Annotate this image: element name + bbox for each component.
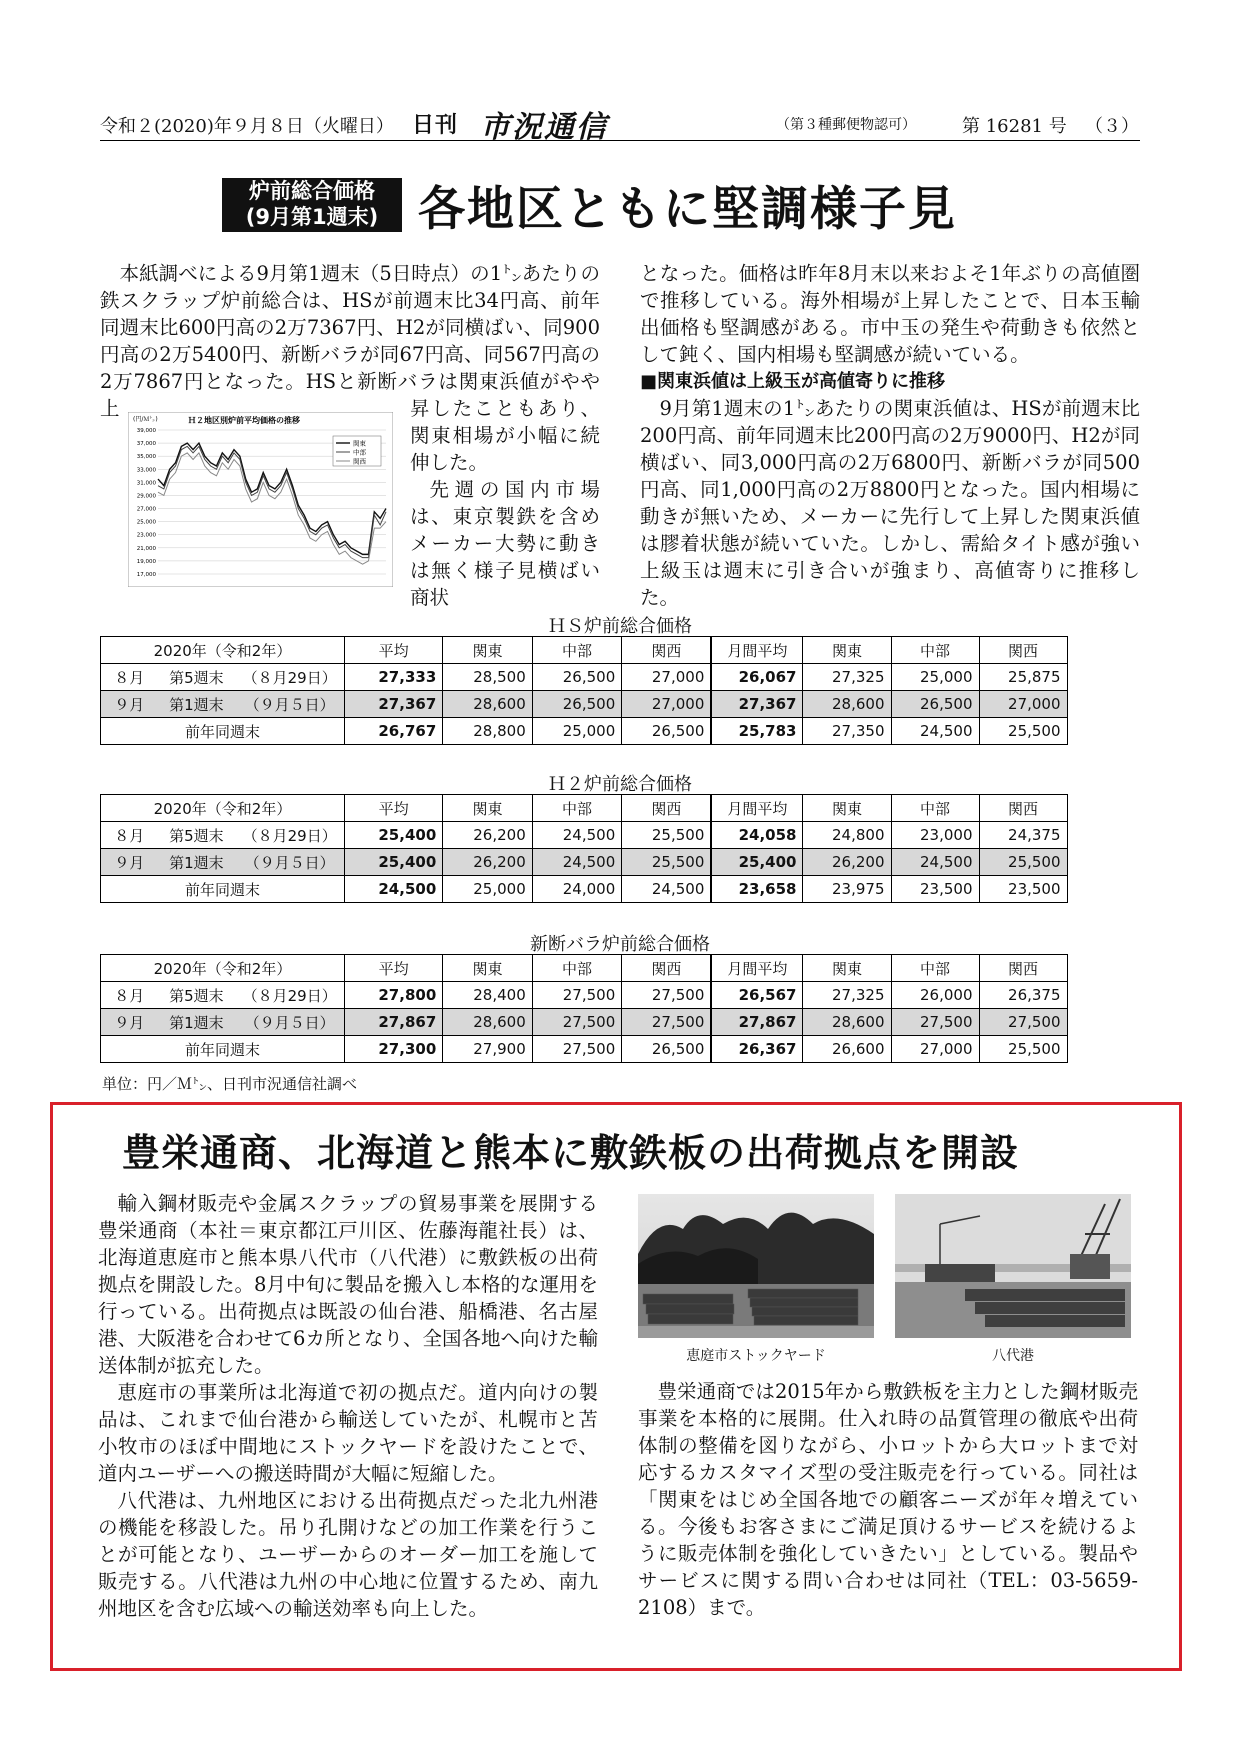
table-cell: 26,567 [711,982,803,1009]
table-shindan-title: 新断バラ炉前総合価格 [530,934,710,955]
table-cell: 24,000 [532,876,622,903]
table-cell: 26,367 [711,1036,803,1063]
table-header-cell: 月間平均 [711,637,803,664]
table-cell: 27,000 [622,664,712,691]
table-row-week: 第1週末 [157,691,235,718]
article1-col2 [640,260,1140,611]
table-row [101,691,1140,718]
table-cell: 23,000 [891,822,979,849]
table-cell: 23,658 [711,876,803,903]
table-row-date: （８月29日） [235,822,344,849]
chart-legend-label: 中部 [353,448,366,457]
table-row-month: ８月 [101,982,158,1009]
photo-yatsushiro-caption: 八代港 [992,1348,1034,1364]
table-cell: 26,500 [532,691,622,718]
table-cell: 25,783 [711,718,803,745]
table-row [101,822,1140,849]
article2-left-column [98,1190,598,1622]
table-cell: 27,500 [532,982,622,1009]
table-cell: 27,500 [622,1009,712,1036]
table-cell: 26,200 [443,849,533,876]
table-cell: 24,500 [891,718,979,745]
table-h2-title: Ｈ２炉前総合価格 [548,774,692,795]
table-cell: 25,000 [443,876,533,903]
postal-permit: （第３種郵便物認可） [776,117,916,133]
table-cell: 26,500 [622,1036,712,1063]
chart-ytick-label: 25,000 [136,519,156,526]
table-cell: 28,800 [443,718,533,745]
page-number: （３） [1085,116,1139,137]
table-cell: 26,200 [443,822,533,849]
table-cell: 26,500 [622,718,712,745]
table-cell: 27,900 [443,1036,533,1063]
table-header-cell: 月間平均 [711,955,803,982]
table-cell: 27,333 [344,664,442,691]
table-cell: 27,000 [622,691,712,718]
table-header-cell: 2020年（令和2年） [101,637,345,664]
table-cell: 25,500 [979,718,1067,745]
table-row-label: 前年同週末 [101,718,345,745]
table-cell: 28,600 [443,1009,533,1036]
table-cell: 23,975 [803,876,891,903]
table-cell: 28,600 [443,691,533,718]
table-cell: 24,800 [803,822,891,849]
table-header-cell: 月間平均 [711,795,803,822]
table-cell: 27,867 [344,1009,442,1036]
table-header-cell: 平均 [344,637,442,664]
table-row-month: ９月 [101,691,158,718]
chart-ytick-label: 19,000 [136,558,156,565]
article2-right-column [638,1378,1138,1621]
chart-legend-label: 関西 [353,457,366,466]
article2-paragraph-4: 豊栄通商では2015年から敷鉄板を主力とした鋼材販売事業を本格的に展開。仕入れ時の品質管理の徹底や出荷体制の整備を図りながら、小ロットから大ロットまで対応するカスタマイズ型の受注販売を行っている。同社は「関東をはじめ全国各地での顧客ニーズが年々増えている。今後もお客さまにご満足頂けるサービスを続けるように販売体制を強化していきたい」としている。製品やサービスに関する問い合わせは同社（TEL：03-5659-2108）まで。 [638,1380,1138,1619]
chart-ytick-label: 17,000 [136,572,156,578]
table-cell: 24,500 [344,876,442,903]
section-label-line2: (9月第1週末) [245,205,379,229]
article2-paragraph-1: 輸入鋼材販売や金属スクラップの貿易事業を展開する豊栄通商（本社＝東京都江戸川区、佐藤海龍社長）は、北海道恵庭市と熊本県八代市（八代港）に敷鉄板の出荷拠点を開設した。8月中旬に製品を搬入し本格的な運用を行っている。出荷拠点は既設の仙台港、船橋港、名古屋港、大阪港を合わせて6カ所となり、全国各地へ向けた輸送体制が拡充した。 [98,1192,598,1377]
table-cell: 26,500 [532,664,622,691]
table-header-cell: 関西 [979,637,1067,664]
table-header-cell: 関東 [443,955,533,982]
article1-subhead: ■関東浜値は上級玉が高値寄りに推移 [640,371,946,392]
table-cell: 25,000 [532,718,622,745]
table-cell: 24,375 [979,822,1067,849]
table-header-cell: 関西 [979,795,1067,822]
table-cell: 26,767 [344,718,442,745]
table-cell: 25,500 [622,849,712,876]
article2-paragraph-3: 八代港は、九州地区における出荷拠点だった北九州港の機能を移設した。吊り孔開けなどの加工作業を行うことが可能となり、ユーザーからのオーダー加工を施して販売する。八代港は九州の中心地に位置するため、南九州地区を含む広域への輸送効率も向上した。 [98,1489,598,1620]
table-cell: 27,325 [803,664,891,691]
table-cell: 27,325 [803,982,891,1009]
table-header-row [101,795,1140,822]
table-header-cell: 2020年（令和2年） [101,955,345,982]
table-row-date: （９月５日） [235,691,344,718]
source-note: 単位：円／Ｍ㌧、日刊市況通信社調べ [102,1075,358,1093]
chart-ylabel: (円/Ｍ㌧) [133,416,158,423]
table-row-month: ９月 [101,1009,158,1036]
table-cell: 25,400 [344,822,442,849]
article1-paragraph-2: 先週の国内市場は、東京製鉄を含めメーカー大勢に動きは無く様子見横ばい商状 [410,478,600,609]
table-header-cell: 2020年（令和2年） [101,795,345,822]
table-header-cell: 関東 [803,637,891,664]
article1-paragraph-2-cont: となった。価格は昨年8月末以来およそ1年ぶりの高値圏で推移している。海外相場が上昇したことで、日本玉輸出価格も堅調感がある。市中玉の発生や荷動きも依然として鈍く、国内相場も堅調感が続いている。 [640,262,1140,366]
table-cell: 23,500 [891,876,979,903]
chart-ytick-label: 33,000 [136,467,156,474]
table-row-date: （８月29日） [235,664,344,691]
table-cell: 27,367 [711,691,803,718]
chart-title: Ｈ２地区別炉前平均価格の推移 [188,416,300,425]
article1-col1-side [410,395,600,611]
table-header-cell: 関東 [803,795,891,822]
table-row-week: 第1週末 [157,849,235,876]
table-header-cell: 関西 [979,955,1067,982]
chart-ytick-label: 29,000 [136,493,156,500]
section-label-line1: 炉前総合価格 [249,179,375,203]
table-cell: 28,600 [803,691,891,718]
logo-small: 日刊 [412,113,459,138]
table-shindan [100,954,1140,1063]
table-h2 [100,794,1140,903]
logo-main: 市況通信 [480,110,608,145]
table-header-cell: 関西 [622,795,712,822]
chart-ytick-label: 21,000 [136,545,156,552]
chart-legend-label: 関東 [353,439,366,448]
chart-ytick-label: 35,000 [136,454,156,461]
table-row-month: ８月 [101,664,158,691]
h2-price-chart [128,412,393,587]
table-hs-title: ＨＳ炉前総合価格 [548,616,692,637]
table-row [101,982,1140,1009]
table-cell: 27,500 [622,982,712,1009]
table-cell: 26,500 [891,691,979,718]
article2-paragraph-2: 恵庭市の事業所は北海道で初の拠点だ。道内向けの製品は、これまで仙台港から輸送していたが、札幌市と苫小牧市のほぼ中間地にストックヤードを設けたことで、道内ユーザーへの搬送時間が大幅に短縮した。 [98,1381,598,1485]
article2-headline: 豊栄通商、北海道と熊本に敷鉄板の出荷拠点を開設 [122,1130,1020,1175]
masthead [100,108,1140,145]
article1-paragraph-1: 本紙調べによる9月第1週末（5日時点）の1㌧あたりの鉄スクラップ炉前総合は、HSが前週末比34円高、前年同週末比600円高の2万7367円、H2が同横ばい、同900円高の2万5400円、新断バラが同67円高、同567円高の2万7867円となった。HSと新断バラは関東浜値がやや上 [100,262,600,420]
table-row [101,1009,1140,1036]
table-row-week: 第5週末 [157,982,235,1009]
table-row-week: 第5週末 [157,822,235,849]
table-row-date: （９月５日） [235,1009,344,1036]
table-header-cell: 関西 [622,637,712,664]
table-header-cell: 関東 [443,795,533,822]
table-row-prev-year [101,876,1140,903]
table-cell: 26,000 [891,982,979,1009]
table-cell: 27,000 [891,1036,979,1063]
table-cell: 27,800 [344,982,442,1009]
table-header-cell: 中部 [532,795,622,822]
article1-paragraph-3: 9月第1週末の1㌧あたりの関東浜値は、HSが前週末比200円高、前年同週末比200円高の2万9000円、H2が同横ばい、同3,000円高の2万6800円、新断バラが同500円高、同1,000円高の2万8800円となった。国内相場に動きが無いため、メーカーに先行して上昇した関東浜値は膠着状態が続いていた。しかし、需給タイト感が強い上級玉は週末に引き合いが強まり、高値寄りに推移した。 [640,397,1140,609]
table-cell: 27,500 [532,1009,622,1036]
table-header-cell: 平均 [344,955,442,982]
table-header-cell: 平均 [344,795,442,822]
table-row-week: 第5週末 [157,664,235,691]
chart-ytick-label: 39,000 [136,428,156,434]
table-row-month: ９月 [101,849,158,876]
chart-ytick-label: 23,000 [136,532,156,539]
table-cell: 24,500 [532,822,622,849]
photo-yatsushiro [895,1194,1131,1338]
table-cell: 26,375 [979,982,1067,1009]
table-cell: 28,500 [443,664,533,691]
table-header-cell: 中部 [532,955,622,982]
table-cell: 25,400 [344,849,442,876]
table-row-label: 前年同週末 [101,1036,345,1063]
chart-ytick-label: 37,000 [136,441,156,448]
table-header-cell: 関西 [622,955,712,982]
table-cell: 28,600 [803,1009,891,1036]
table-cell: 27,000 [979,691,1067,718]
table-cell: 27,367 [344,691,442,718]
table-header-row [101,955,1140,982]
table-cell: 26,067 [711,664,803,691]
photo-eniwa-image [638,1194,874,1338]
table-row-prev-year [101,718,1140,745]
table-cell: 25,400 [711,849,803,876]
table-cell: 26,200 [803,849,891,876]
table-header-cell: 中部 [891,795,979,822]
table-cell: 27,300 [344,1036,442,1063]
table-row-date: （８月29日） [235,982,344,1009]
table-header-row [101,637,1140,664]
issue-date: 令和２(2020)年９月８日（火曜日） [100,116,394,137]
table-cell: 28,400 [443,982,533,1009]
table-header-cell: 中部 [891,637,979,664]
table-cell: 24,500 [891,849,979,876]
table-cell: 25,000 [891,664,979,691]
table-row [101,664,1140,691]
table-row-week: 第1週末 [157,1009,235,1036]
table-cell: 25,500 [979,849,1067,876]
photo-eniwa [638,1194,874,1338]
table-header-cell: 中部 [532,637,622,664]
table-cell: 27,867 [711,1009,803,1036]
section-label [222,178,402,232]
table-row-month: ８月 [101,822,158,849]
table-row [101,849,1140,876]
chart-svg [128,412,393,587]
chart-ytick-label: 27,000 [136,506,156,513]
table-cell: 25,500 [622,822,712,849]
table-cell: 27,500 [891,1009,979,1036]
table-cell: 24,500 [532,849,622,876]
table-cell: 27,350 [803,718,891,745]
table-cell: 25,500 [979,1036,1067,1063]
table-cell: 24,058 [711,822,803,849]
table-header-cell: 中部 [891,955,979,982]
table-cell: 26,600 [803,1036,891,1063]
table-hs [100,636,1140,745]
table-cell: 27,500 [532,1036,622,1063]
table-cell: 24,500 [622,876,712,903]
photo-eniwa-caption: 恵庭市ストックヤード [686,1348,826,1364]
table-cell: 25,875 [979,664,1067,691]
table-cell: 23,500 [979,876,1067,903]
table-row-label: 前年同週末 [101,876,345,903]
chart-legend [333,436,381,466]
issue-number: 第 16281 号 [962,116,1067,137]
table-row-prev-year [101,1036,1140,1063]
chart-ytick-label: 31,000 [136,480,156,487]
table-header-cell: 関東 [803,955,891,982]
headline-main: 各地区ともに堅調様子見 [418,182,957,237]
table-header-cell: 関東 [443,637,533,664]
table-row-date: （９月５日） [235,849,344,876]
table-cell: 27,500 [979,1009,1067,1036]
article1-paragraph-1-cont: 昇したこともあり、関東相場が小幅に続伸した。 [410,397,600,474]
photo-yatsushiro-image [895,1194,1131,1338]
